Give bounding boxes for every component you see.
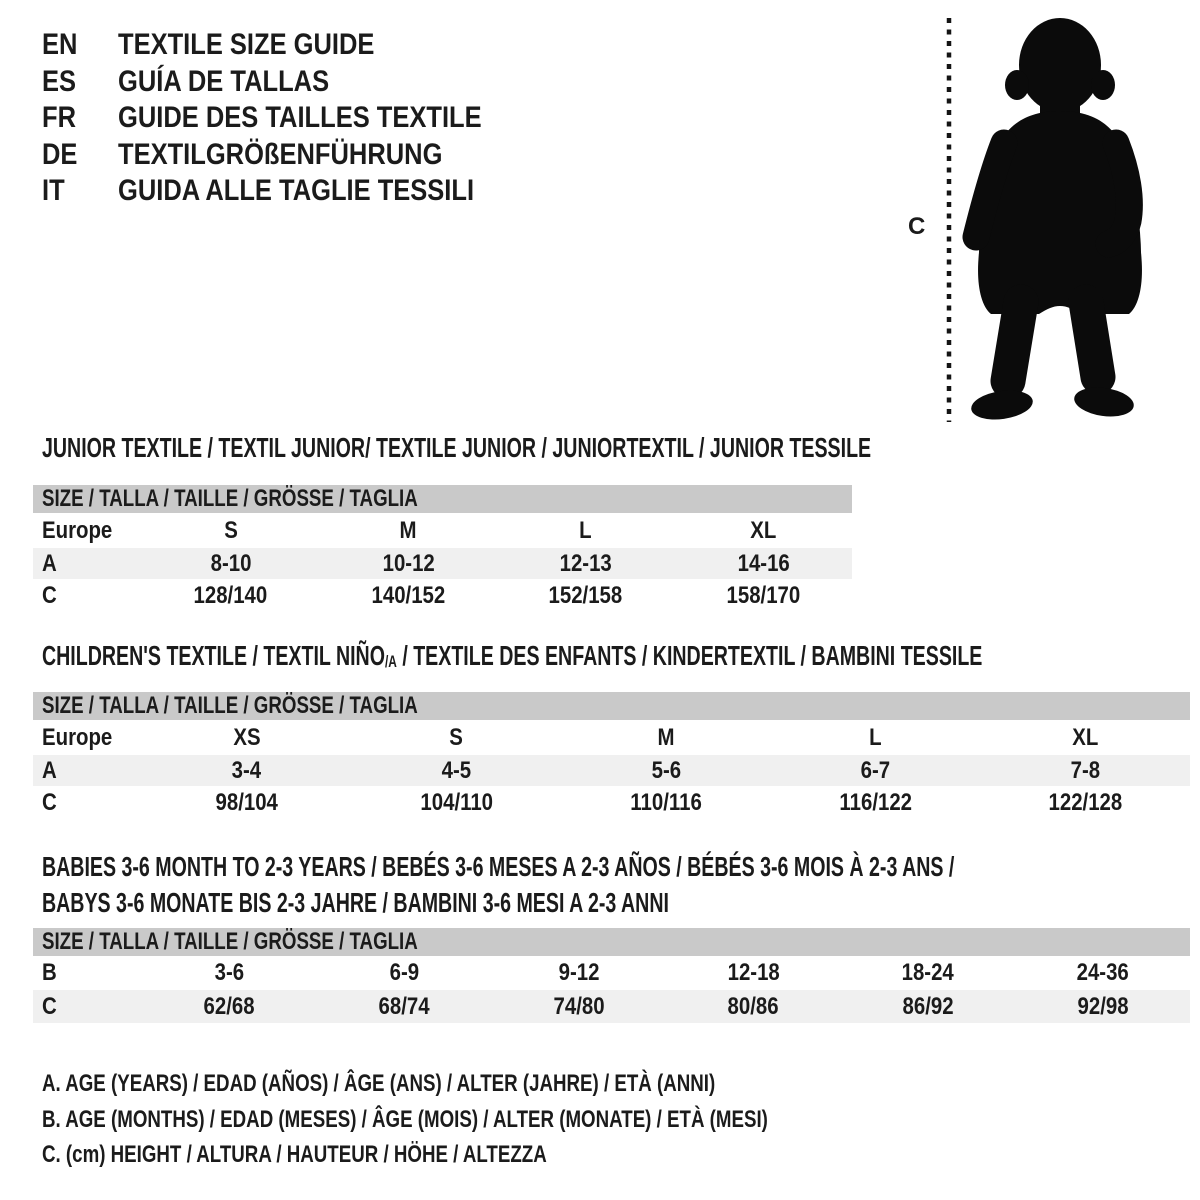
size-cell: 14-16 (737, 550, 790, 577)
size-cell: 24-36 (1076, 959, 1129, 986)
size-cell: 6-9 (389, 959, 419, 986)
legend-notes (42, 1066, 973, 1173)
size-cell: 98/104 (215, 789, 278, 816)
size-table-junior (33, 485, 852, 612)
baby-silhouette-icon (960, 15, 1145, 425)
table-row (33, 990, 1190, 1023)
language-code: ES (42, 64, 77, 98)
size-cell: 158/170 (726, 582, 801, 609)
size-cell: 104/110 (420, 789, 493, 816)
section-title-babies: BABIES 3-6 MONTH TO 2-3 YEARS / BEBÉS 3-6 MESES A 2-3 AÑOS / BÉBÉS 3-6 MOIS À 2-3 ANS / BABYS 3-6 MONATE BIS 2-3 JAHRE / BAMBINI 3-6 MESI A 2-3 ANNI (42, 851, 955, 918)
size-cell: 12-13 (559, 550, 612, 577)
size-header-bar: SIZE / TALLA / TAILLE / GRÖSSE / TAGLIA (33, 485, 852, 513)
note-height-cm: C. (cm) HEIGHT / ALTURA / HAUTEUR / HÖHE / ALTEZZA (42, 1141, 547, 1168)
language-row (42, 173, 546, 210)
size-cell: L (869, 724, 882, 751)
height-dotted-line (945, 18, 953, 422)
row-label: A (42, 550, 57, 577)
language-title: GUIDA ALLE TAGLIE TESSILI (118, 174, 475, 207)
section-title-junior: JUNIOR TEXTILE / TEXTIL JUNIOR/ TEXTILE JUNIOR / JUNIORTEXTIL / JUNIOR TESSILE (42, 432, 872, 463)
size-cell: 6-7 (860, 757, 891, 784)
size-cell: 128/140 (193, 582, 268, 609)
language-title: GUIDE DES TAILLES TEXTILE (118, 101, 482, 134)
size-cell: 80/86 (727, 993, 779, 1020)
size-cell: 5-6 (651, 757, 681, 784)
size-cell: S (223, 517, 238, 544)
size-cell: XL (750, 517, 777, 544)
size-cell: XL (1072, 724, 1099, 751)
size-cell: 74/80 (553, 993, 605, 1020)
row-label: C (42, 789, 57, 816)
size-cell: 122/128 (1048, 789, 1123, 816)
row-label: C (42, 582, 57, 609)
size-cell: 140/152 (371, 582, 446, 609)
height-measure-label: C (908, 213, 926, 240)
size-cell: M (657, 724, 675, 751)
language-row (42, 27, 546, 64)
language-row (42, 137, 546, 174)
size-header-bar: SIZE / TALLA / TAILLE / GRÖSSE / TAGLIA (33, 928, 1190, 956)
size-cell: 68/74 (378, 993, 430, 1020)
table-row (33, 579, 852, 612)
size-cell: 12-18 (727, 959, 780, 986)
size-table-babies (33, 928, 1190, 1023)
size-cell: 152/158 (548, 582, 623, 609)
size-cell: 86/92 (902, 993, 954, 1020)
size-table-children (33, 692, 1190, 819)
size-cell: 8-10 (210, 550, 252, 577)
table-row (33, 720, 1190, 755)
size-cell: S (449, 724, 464, 751)
height-figure (900, 10, 1200, 435)
size-cell: 10-12 (382, 550, 435, 577)
language-code: EN (42, 28, 78, 61)
language-code: FR (42, 101, 76, 134)
table-row (33, 548, 852, 579)
language-title: TEXTILE SIZE GUIDE (118, 28, 375, 61)
language-code: IT (42, 174, 65, 207)
size-cell: XS (233, 724, 261, 751)
language-code: DE (42, 137, 78, 171)
size-cell: 92/98 (1077, 993, 1129, 1020)
language-title: TEXTILGRÖßENFÜHRUNG (118, 137, 443, 171)
table-row (33, 956, 1190, 990)
row-label: A (42, 757, 57, 784)
table-row (33, 786, 1190, 819)
table-row (33, 513, 852, 548)
size-cell: 3-6 (214, 959, 245, 986)
row-label: Europe (42, 724, 113, 751)
size-cell: 3-4 (232, 757, 262, 784)
language-title-list (42, 27, 546, 210)
size-header-bar: SIZE / TALLA / TAILLE / GRÖSSE / TAGLIA (33, 692, 1190, 720)
note-age-years: A. AGE (YEARS) / EDAD (AÑOS) / ÂGE (ANS) / ALTER (JAHRE) / ETÀ (ANNI) (42, 1070, 716, 1097)
language-title: GUÍA DE TALLAS (118, 64, 330, 98)
size-cell: L (579, 517, 592, 544)
table-row (33, 755, 1190, 786)
row-label: Europe (42, 517, 113, 544)
size-cell: 7-8 (1070, 757, 1100, 784)
row-label: C (42, 993, 57, 1020)
row-label: B (42, 959, 57, 986)
size-cell: 18-24 (901, 959, 955, 986)
language-row (42, 100, 546, 137)
size-cell: 110/116 (630, 789, 702, 816)
nino-a-subscript: /A (384, 652, 397, 671)
size-cell: 116/122 (839, 789, 912, 816)
size-cell: 62/68 (203, 993, 255, 1020)
size-cell: 4-5 (441, 757, 472, 784)
size-cell: M (399, 517, 417, 544)
section-title-children: CHILDREN'S TEXTILE / TEXTIL NIÑO/A / TEXTILE DES ENFANTS / KINDERTEXTIL / BAMBINI TESSILE (42, 640, 983, 671)
size-cell: 9-12 (558, 959, 600, 986)
note-age-months: B. AGE (MONTHS) / EDAD (MESES) / ÂGE (MOIS) / ALTER (MONATE) / ETÀ (MESI) (42, 1105, 768, 1133)
language-row (42, 64, 546, 101)
